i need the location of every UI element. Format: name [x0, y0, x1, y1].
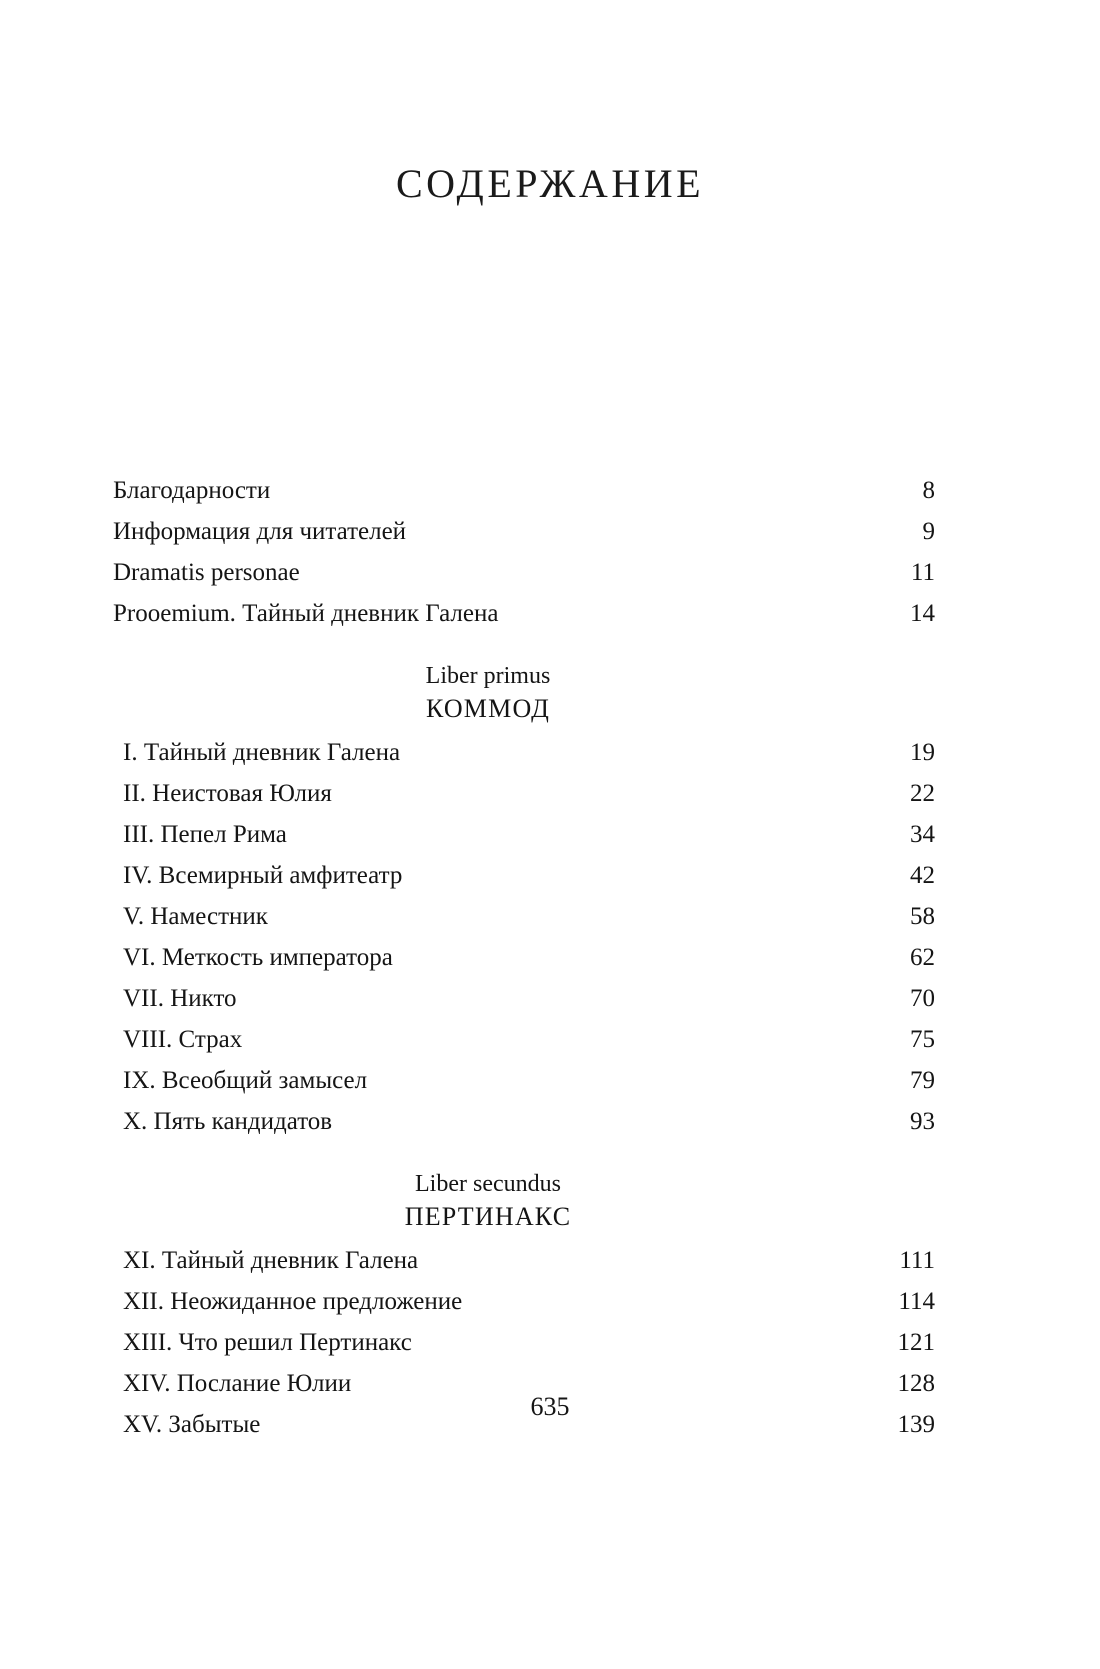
entry-page-number: 70 [910, 985, 935, 1012]
chapter-entry[interactable] [123, 1019, 935, 1060]
entry-page-number: 121 [897, 1329, 935, 1356]
entry-page-number: 8 [922, 477, 935, 504]
entry-page-number: 79 [910, 1067, 935, 1094]
dot-leader [313, 555, 859, 580]
section-roman-title: ПЕРТИНАКС [404, 1202, 572, 1231]
chapter-entry[interactable] [123, 937, 935, 978]
entry-label: XII. Неожиданное предложение [123, 1288, 463, 1315]
dot-leader [415, 858, 869, 883]
entry-label: I. Тайный дневник Галена [123, 739, 401, 766]
front-matter-entry[interactable] [113, 470, 935, 511]
chapter-entry[interactable] [123, 732, 935, 773]
entry-label: VII. Никто [123, 985, 237, 1012]
dot-leader [250, 981, 869, 1006]
section-heading [113, 660, 935, 726]
entry-page-number: 42 [910, 862, 935, 889]
dot-leader [255, 1022, 869, 1047]
section-heading [113, 1168, 935, 1234]
dot-leader [345, 1104, 869, 1129]
dot-leader [283, 473, 859, 498]
dot-leader [300, 817, 869, 842]
table-of-contents [113, 470, 935, 1445]
chapter-list [113, 732, 935, 1142]
entry-label: XIV. Послание Юлии [123, 1370, 352, 1397]
dot-leader [419, 514, 859, 539]
chapter-entry[interactable] [123, 1322, 935, 1363]
chapter-entry[interactable] [123, 1101, 935, 1142]
entry-page-number: 62 [910, 944, 935, 971]
section-latin-title: Liber primus [425, 663, 551, 689]
dot-leader [364, 1366, 869, 1391]
section-latin-title: Liber secundus [415, 1171, 561, 1197]
chapter-entry[interactable] [123, 855, 935, 896]
entry-page-number: 128 [897, 1370, 935, 1397]
entry-label: IV. Всемирный амфитеатр [123, 862, 403, 889]
chapter-entry[interactable] [123, 773, 935, 814]
entry-label: VIII. Страх [123, 1026, 243, 1053]
chapter-entry[interactable] [123, 1240, 935, 1281]
dot-leader [281, 899, 869, 924]
entry-page-number: 34 [910, 821, 935, 848]
entry-page-number: 114 [898, 1288, 935, 1315]
entry-page-number: 19 [910, 739, 935, 766]
sections-list [113, 660, 935, 1445]
folio-number: 635 [530, 1392, 570, 1421]
entry-label: Благодарности [113, 477, 271, 504]
entry-page-number: 22 [910, 780, 935, 807]
entry-label: Prooemium. Тайный дневник Галена [113, 600, 499, 627]
entry-label: XIII. Что решил Пертинакс [123, 1329, 412, 1356]
chapter-entry[interactable] [123, 978, 935, 1019]
entry-page-number: 139 [897, 1411, 935, 1438]
section-roman-title: КОММОД [425, 694, 551, 723]
entry-label: Информация для читателей [113, 518, 407, 545]
entry-page-number: 11 [910, 559, 935, 586]
entry-label: XI. Тайный дневник Галена [123, 1247, 419, 1274]
page-title: СОДЕРЖАНИЕ [395, 161, 705, 206]
entry-page-number: 111 [899, 1247, 935, 1274]
entry-label: VI. Меткость императора [123, 944, 393, 971]
front-matter-entry[interactable] [113, 593, 935, 634]
entry-label: X. Пять кандидатов [123, 1108, 333, 1135]
dot-leader [511, 596, 859, 621]
entry-page-number: 14 [910, 600, 935, 627]
chapter-entry[interactable] [123, 1281, 935, 1322]
dot-leader [380, 1063, 869, 1088]
chapter-entry[interactable] [123, 896, 935, 937]
dot-leader [413, 735, 869, 760]
dot-leader [425, 1325, 869, 1350]
entry-page-number: 9 [922, 518, 935, 545]
dot-leader [406, 940, 869, 965]
entry-label: V. Наместник [123, 903, 268, 930]
front-matter-entry[interactable] [113, 552, 935, 593]
entry-page-number: 58 [910, 903, 935, 930]
entry-label: IX. Всеобщий замысел [123, 1067, 368, 1094]
entry-page-number: 75 [910, 1026, 935, 1053]
entry-page-number: 93 [910, 1108, 935, 1135]
entry-label: III. Пепел Рима [123, 821, 287, 848]
entry-label: II. Неистовая Юлия [123, 780, 332, 807]
dot-leader [431, 1243, 869, 1268]
chapter-entry[interactable] [123, 1060, 935, 1101]
front-matter-entry[interactable] [113, 511, 935, 552]
entry-label: XV. Забытые [123, 1411, 261, 1438]
dot-leader [475, 1284, 869, 1309]
entry-label: Dramatis personae [113, 559, 300, 586]
front-matter-list [113, 470, 935, 634]
chapter-entry[interactable] [123, 814, 935, 855]
dot-leader [345, 776, 869, 801]
